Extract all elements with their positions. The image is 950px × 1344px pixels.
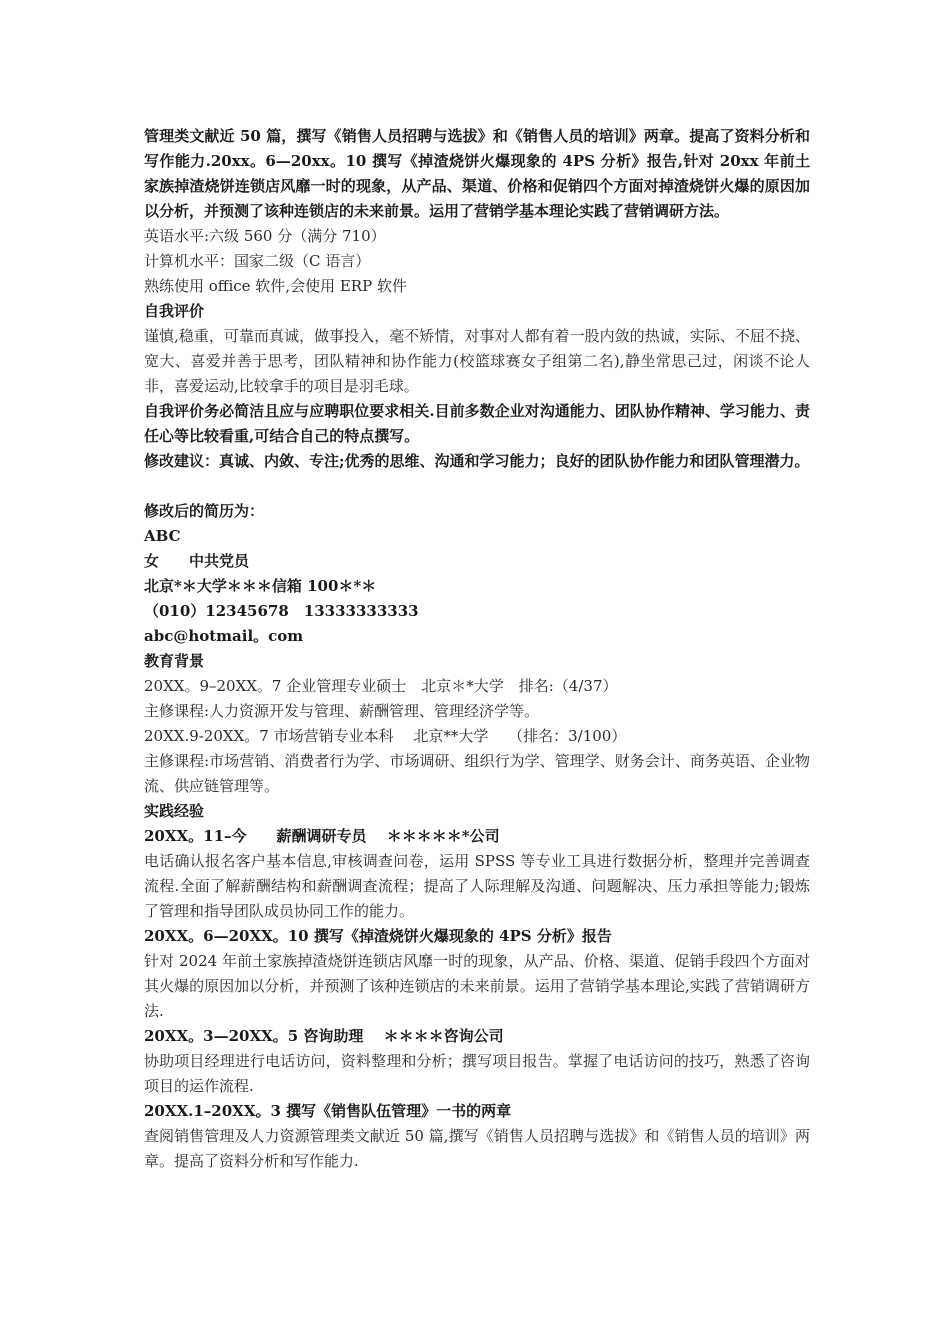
resume-document bbox=[144, 124, 810, 1174]
experience-4-title: 20XX.1–20XX。3 撰写《销售队伍管理》一书的两章 bbox=[144, 1102, 512, 1120]
self-evaluation-note: 自我评价务必简洁且应与应聘职位要求相关.目前多数企业对沟通能力、团队协作精神、学习能力、责任心等比较看重,可结合自己的特点撰写。 bbox=[144, 402, 810, 445]
education-master: 20XX。9–20XX。7 企业管理专业硕士 北京＊*大学 排名:（4/37） bbox=[144, 677, 618, 695]
education-heading: 教育背景 bbox=[144, 652, 205, 670]
experience-heading: 实践经验 bbox=[144, 802, 205, 820]
experience-3-text: 协助项目经理进行电话访问，资料整理和分析；撰写项目报告。掌握了电话访问的技巧，熟悉了咨询项目的运作流程. bbox=[144, 1052, 810, 1095]
experience-1-title: 20XX。11–今 薪酬调研专员 ＊＊＊＊＊*公司 bbox=[144, 827, 500, 845]
english-level: 英语水平:六级 560 分（满分 710） bbox=[144, 227, 386, 245]
experience-1-text: 电话确认报名客户基本信息,审核调查问卷，运用 SPSS 等专业工具进行数据分析，整理并完善调查流程.全面了解薪酬结构和薪酬调查流程；提高了人际理解及沟通、问题解决、压力承担等能力;锻炼了管理和指导团队成员协同工作的能力。 bbox=[144, 852, 810, 920]
self-evaluation-heading: 自我评价 bbox=[144, 302, 205, 320]
intro-paragraph: 管理类文献近 50 篇，撰写《销售人员招聘与选拔》和《销售人员的培训》两章。提高了资料分析和写作能力.20xx。6—20xx。10 撰写《掉渣烧饼火爆现象的 4PS 分析》报告,针对 20xx 年前土家族掉渣烧饼连锁店风靡一时的现象，从产品、渠道、价格和促销四个方面对掉渣烧饼火爆的原因加以分析，并预测了该种连锁店的未来前景。运用了营销学基本理论实践了营销调研方法。 bbox=[144, 127, 810, 220]
experience-2-title: 20XX。6—20XX。10 撰写《掉渣烧饼火爆现象的 4PS 分析》报告 bbox=[144, 927, 612, 945]
gender-party: 女 中共党员 bbox=[144, 552, 250, 570]
applicant-name: ABC bbox=[144, 527, 181, 545]
experience-2-text: 针对 2024 年前土家族掉渣烧饼连锁店风靡一时的现象，从产品、价格、渠道、促销手段四个方面对其火爆的原因加以分析，并预测了该种连锁店的未来前景。运用了营销学基本理论,实践了营销调研方法. bbox=[144, 952, 810, 1020]
phone-numbers: （010）12345678 13333333333 bbox=[144, 602, 419, 620]
address: 北京*＊大学＊＊＊信箱 100＊*＊ bbox=[144, 577, 377, 595]
experience-3-title: 20XX。3—20XX。5 咨询助理 ＊＊＊＊咨询公司 bbox=[144, 1027, 504, 1045]
software-skills: 熟练使用 office 软件,会使用 ERP 软件 bbox=[144, 277, 407, 295]
computer-level: 计算机水平：国家二级（C 语言） bbox=[144, 252, 371, 270]
experience-4-text: 查阅销售管理及人力资源管理类文献近 50 篇,撰写《销售人员招聘与选拔》和《销售人员的培训》两章。提高了资料分析和写作能力. bbox=[144, 1127, 810, 1170]
self-evaluation-text: 谨慎,稳重，可靠而真诚，做事投入，毫不矫情，对事对人都有着一股内敛的热诚，实际、不屈不挠、宽大、喜爱并善于思考，团队精神和协作能力(校篮球赛女子组第二名),静坐常思己过，闲谈不论人非，喜爱运动,比较拿手的项目是羽毛球。 bbox=[144, 327, 810, 395]
education-bachelor-courses: 主修课程:市场营销、消费者行为学、市场调研、组织行为学、管理学、财务会计、商务英语、企业物流、供应链管理等。 bbox=[144, 752, 810, 795]
education-master-courses: 主修课程:人力资源开发与管理、薪酬管理、管理经济学等。 bbox=[144, 702, 540, 720]
education-bachelor: 20XX.9-20XX。7 市场营销专业本科 北京**大学 （排名：3/100） bbox=[144, 727, 627, 745]
blank-line bbox=[144, 474, 810, 499]
email: abc@hotmail。com bbox=[144, 627, 304, 645]
revised-resume-heading: 修改后的简历为： bbox=[144, 502, 265, 520]
revision-suggestion: 修改建议：真诚、内敛、专注;优秀的思维、沟通和学习能力；良好的团队协作能力和团队管理潜力。 bbox=[144, 452, 810, 470]
